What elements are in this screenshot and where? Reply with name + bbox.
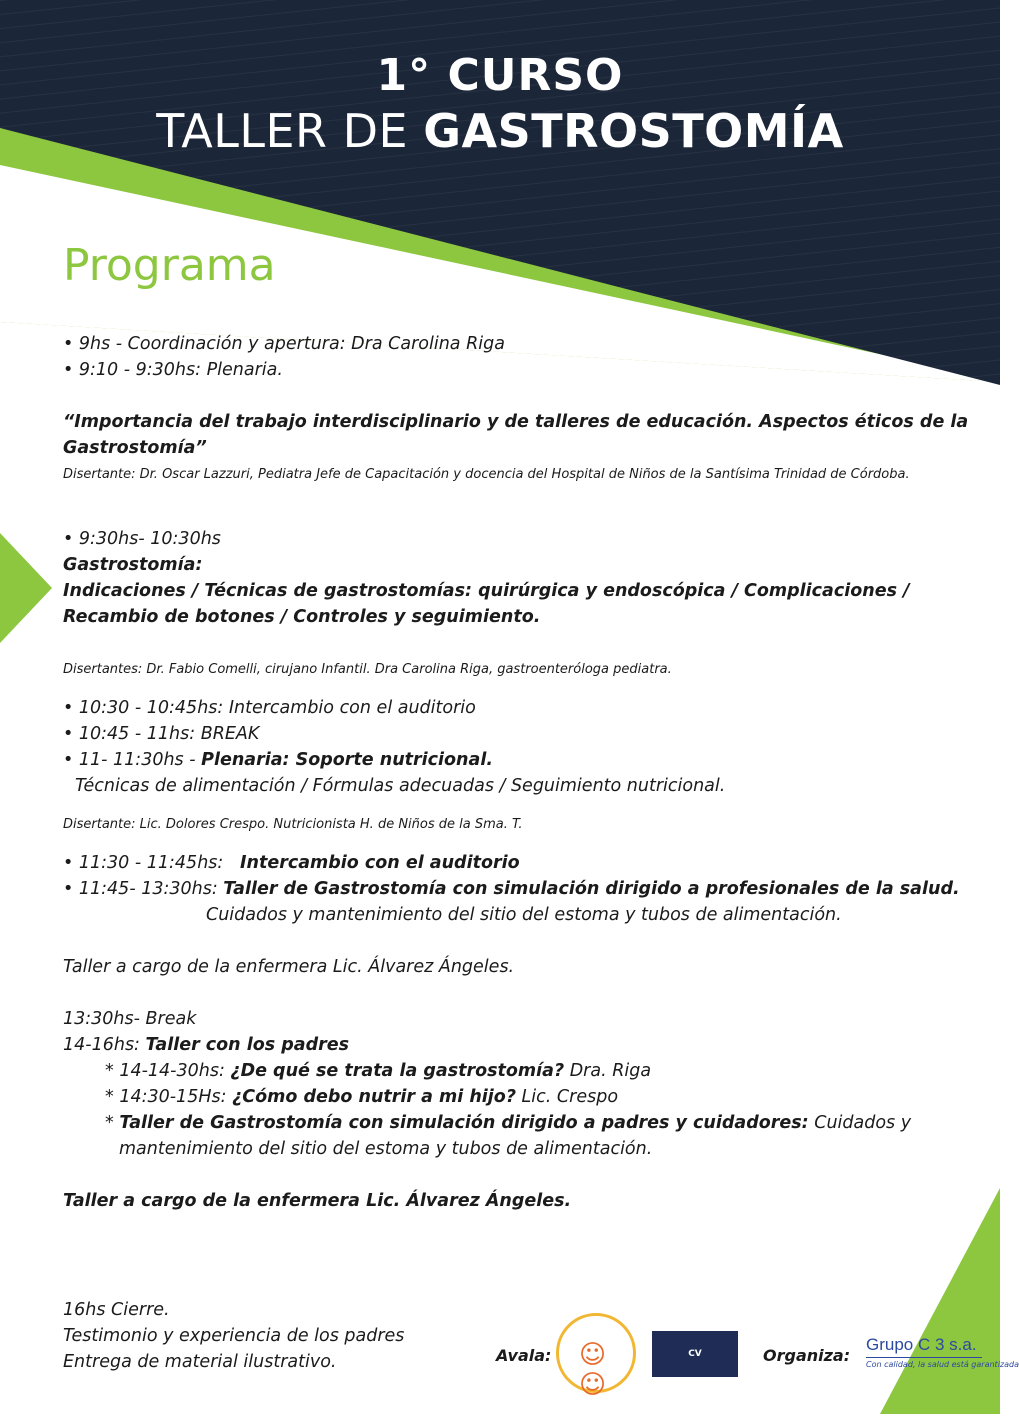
sub-item: * 14:30-15Hs: ¿Cómo debo nutrir a mi hijo? Lic. Crespo xyxy=(105,1087,619,1107)
block-topics: Indicaciones / Técnicas de gastrostomías: quirúrgica y endoscópica / Complicaciones / Recambio de botones / Controles y seguimiento. xyxy=(63,581,910,627)
sub-item: * 14-14-30hs: ¿De qué se trata la gastrostomía? Dra. Riga xyxy=(105,1061,652,1081)
grupo-c3-logo xyxy=(866,1335,1019,1369)
course-subtitle: TALLER DE GASTROSTOMÍA xyxy=(156,104,844,158)
sub-item: * Taller de Gastrostomía con simulación dirigido a padres y cuidadores: Cuidados y xyxy=(105,1113,912,1133)
course-title: 1° CURSO xyxy=(376,50,624,101)
cardiovascular-logo: CV CARDIOVASCULAR xyxy=(652,1331,738,1377)
plenary-title: “Importancia del trabajo interdisciplinario y de talleres de educación. Aspectos éticos de la Gastrostomía” xyxy=(63,412,969,458)
program-item: 14-16hs: Taller con los padres xyxy=(63,1035,350,1055)
closing-line: 16hs Cierre. xyxy=(63,1300,170,1320)
program-item: • 11:30 - 11:45hs: Intercambio con el auditorio xyxy=(63,853,520,873)
program-item: • 9:10 - 9:30hs: Plenaria. xyxy=(63,360,283,380)
program-item: • 11- 11:30hs - Plenaria: Soporte nutricional. xyxy=(63,750,493,770)
closing-line: Testimonio y experiencia de los padres xyxy=(63,1326,405,1346)
block-title: Gastrostomía: xyxy=(63,555,203,575)
program-item: 13:30hs- Break xyxy=(63,1009,197,1029)
grupo-c3-tagline: Con calidad, la salud está garantizada xyxy=(866,1357,982,1369)
speaker-note: Disertantes: Dr. Fabio Comelli, cirujano Infantil. Dra Carolina Riga, gastroenteróloga pediatra. xyxy=(63,662,672,677)
bottom-right-green-triangle xyxy=(880,1188,1000,1414)
organiza-label: Organiza: xyxy=(763,1346,851,1365)
program-list xyxy=(63,331,973,1214)
workshop-note: Taller a cargo de la enfermera Lic. Álvarez Ángeles. xyxy=(63,1191,572,1211)
program-item: • 9hs - Coordinación y apertura: Dra Carolina Riga xyxy=(63,334,505,354)
closing-line: Entrega de material ilustrativo. xyxy=(63,1352,337,1372)
grupo-c3-name: Grupo C 3 s.a. xyxy=(866,1335,977,1354)
avala-label: Avala: xyxy=(496,1346,552,1365)
program-detail: Cuidados y mantenimiento del sitio del estoma y tubos de alimentación. xyxy=(206,905,842,925)
program-item: • 10:30 - 10:45hs: Intercambio con el auditorio xyxy=(63,698,476,718)
section-title: Programa xyxy=(63,240,276,291)
program-item: • 11:45- 13:30hs: Taller de Gastrostomía con simulación dirigido a profesionales de la salud. xyxy=(63,879,960,899)
workshop-note: Taller a cargo de la enfermera Lic. Álvarez Ángeles. xyxy=(63,957,515,977)
hospital-ninos-logo xyxy=(556,1313,636,1400)
closing-block xyxy=(63,1297,404,1375)
speaker-note: Disertante: Lic. Dolores Crespo. Nutricionista H. de Niños de la Sma. T. xyxy=(63,817,523,832)
left-green-triangle xyxy=(0,533,52,643)
sub-item-continuation: mantenimiento del sitio del estoma y tubos de alimentación. xyxy=(119,1139,653,1159)
program-item: • 10:45 - 11hs: BREAK xyxy=(63,724,260,744)
program-detail: Técnicas de alimentación / Fórmulas adecuadas / Seguimiento nutricional. xyxy=(75,776,726,796)
speaker-note: Disertante: Dr. Oscar Lazzuri, Pediatra Jefe de Capacitación y docencia del Hospital de Niños de la Santísima Trinidad de Córdoba. xyxy=(63,467,910,482)
children-icon: ☺☺ xyxy=(579,1340,607,1400)
program-item: • 9:30hs- 10:30hs xyxy=(63,529,221,549)
